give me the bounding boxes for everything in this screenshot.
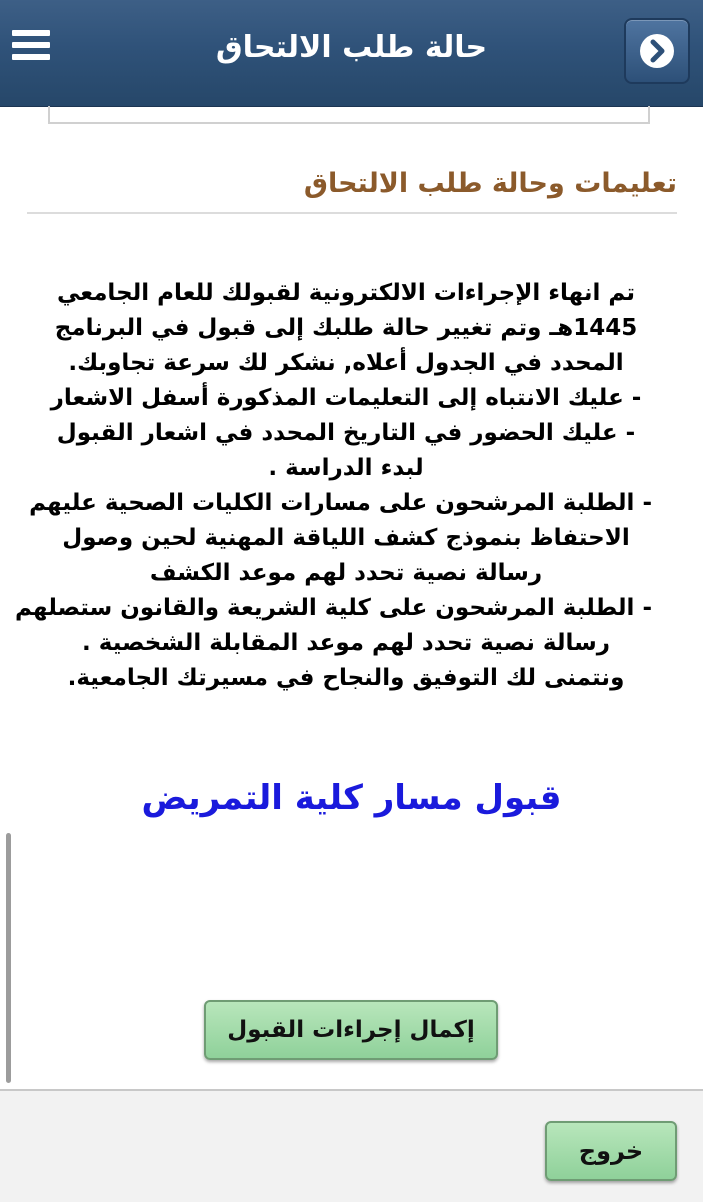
exit-button[interactable]: خروج	[545, 1121, 677, 1181]
section-divider	[27, 212, 677, 214]
message-line: رسالة نصية تحدد لهم موعد الكشف	[149, 560, 543, 586]
acceptance-status: قبول مسار كلية التمريض	[141, 778, 562, 818]
message-line: 1445هـ وتم تغيير حالة طلبك إلى قبول في البرنامج	[54, 315, 638, 341]
complete-admission-button[interactable]: إكمال إجراءات القبول	[204, 1000, 498, 1060]
message-line: ونتمنى لك التوفيق والنجاح في مسيرتك الجامعية.	[67, 665, 625, 691]
message-line: - الطلبة المرشحون على كلية الشريعة والقانون ستصلهم	[15, 595, 652, 621]
scrollbar[interactable]	[6, 833, 11, 1083]
previous-table-box	[48, 106, 650, 124]
header-bar	[0, 0, 703, 107]
message-line: رسالة نصية تحدد لهم موعد المقابلة الشخصية .	[82, 630, 610, 656]
message-line: - الطلبة المرشحون على مسارات الكليات الصحية عليهم	[29, 490, 652, 516]
message-line: لبدء الدراسة .	[268, 455, 424, 481]
message-line: المحدد في الجدول أعلاه, نشكر لك سرعة تجاوبك.	[68, 350, 624, 376]
section-title: تعليمات وحالة طلب الالتحاق	[303, 168, 677, 199]
message-line: - عليك الحضور في التاريخ المحدد في اشعار القبول	[56, 420, 636, 446]
message-line: تم انهاء الإجراءات الالكترونية لقبولك للعام الجامعي	[56, 280, 636, 306]
message-line: الاحتفاظ بنموذج كشف اللياقة المهنية لحين وصول	[62, 525, 630, 551]
page-title: حالة طلب الالتحاق	[215, 30, 488, 65]
back-button[interactable]	[624, 18, 690, 84]
instructions-message	[15, 276, 652, 696]
message-line: - عليك الانتباه إلى التعليمات المذكورة أسفل الاشعار	[50, 385, 642, 411]
